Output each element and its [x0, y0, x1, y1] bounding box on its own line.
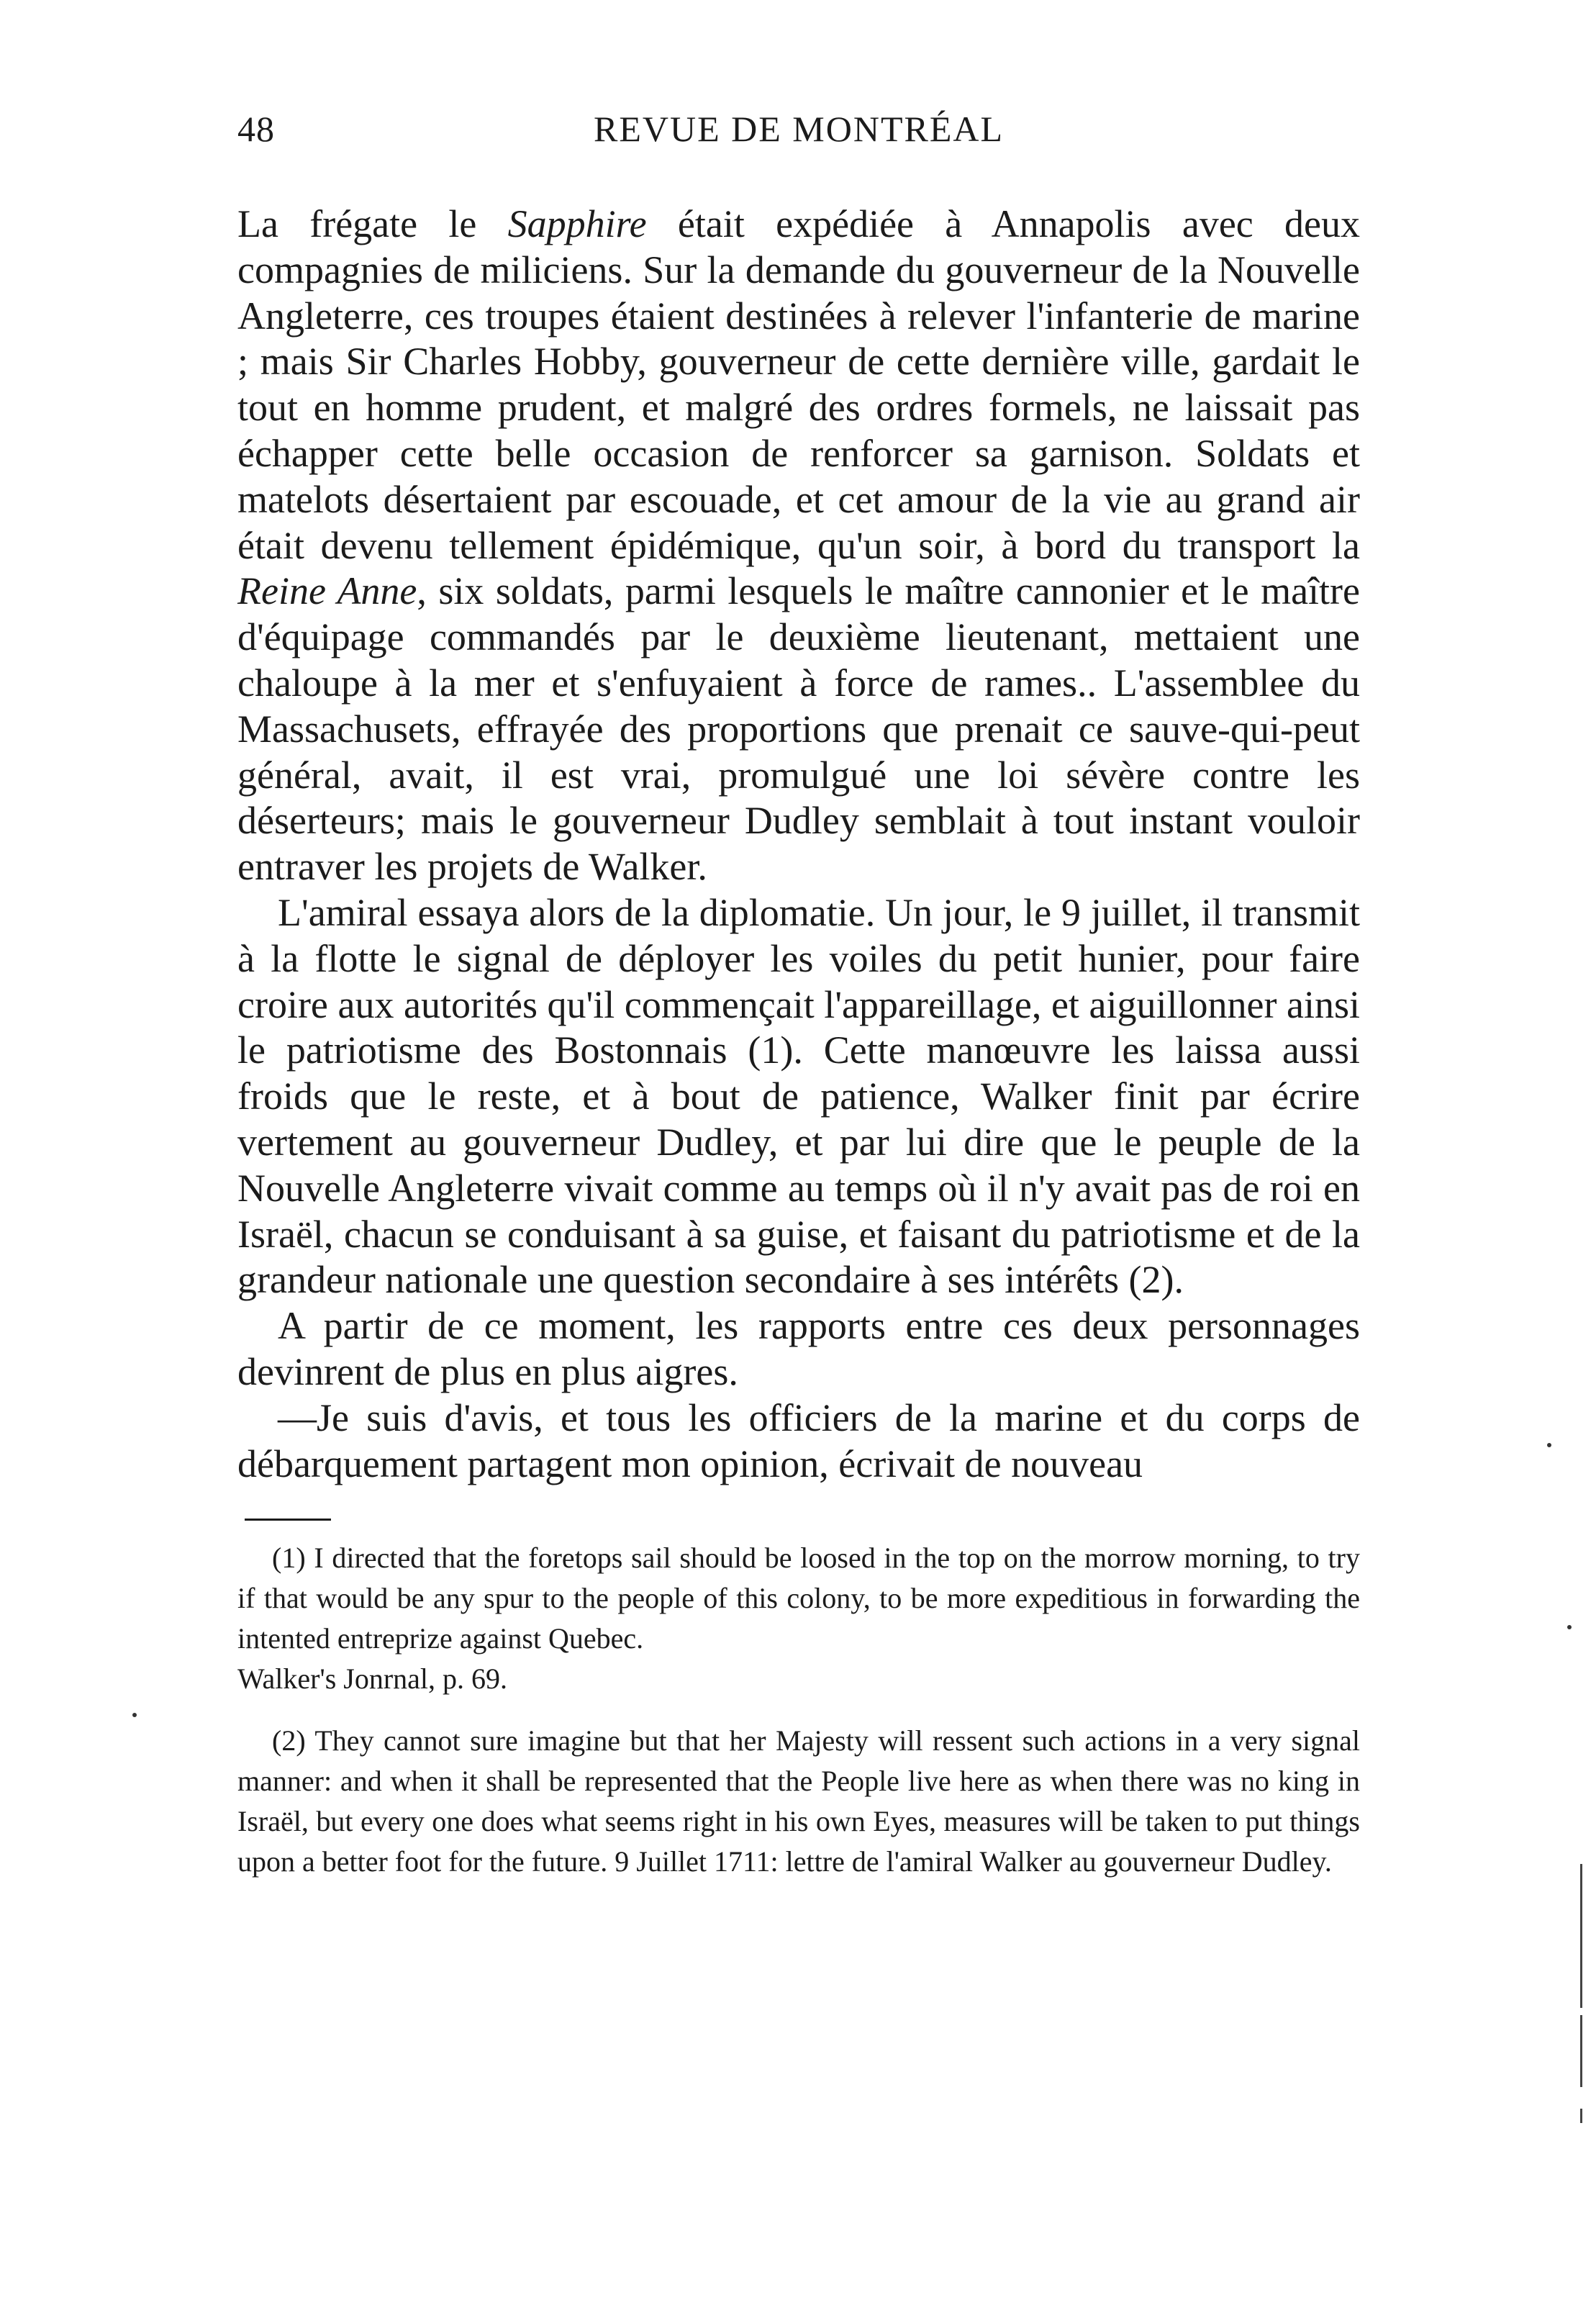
paragraph-1: [237, 202, 1360, 890]
footnotes: [237, 1538, 1360, 1882]
scan-margin-line: [1580, 1864, 1582, 2008]
scan-speck: [132, 1713, 137, 1717]
paragraph-4: —Je suis d'avis, et tous les officiers de la marine et du corps de débarquement partagent mon opinion, écrivait de nouveau: [237, 1395, 1360, 1485]
scan-speck: [1547, 1443, 1551, 1447]
paragraph-1-text-c: , six soldats, parmi lesquels le maître cannonier et le maître d'équipage commandés par le deuxième lieutenant, mettaient une chaloupe à la mer et s'enfuyaient à force de rames.. L'assemblee du Massachusets, effrayée des proportions que prenait ce sauve-qui-peut général, avait, il est vrai, promulgué une loi sévère contre les déserteurs; mais le gouverneur Dudley semblait à tout instant vouloir entraver les projets de Walker.: [237, 569, 1360, 889]
running-head: [237, 108, 1360, 173]
footnote-separator: [245, 1519, 331, 1521]
paragraph-1-text-b: était expédiée à Annapolis avec deux compagnies de miliciens. Sur la demande du gouverneur de la Nouvelle Angleterre, ces troupes étaient destinées à relever l'infanterie de marine ; mais Sir Charles Hobby, gouverneur de cette dernière ville, gardait le tout en homme prudent, et malgré des ordres formels, ne laissait pas échapper cette belle occasion de renforcer sa garnison. Soldats et matelots désertaient par escouade, et cet amour de la vie au grand air était devenu tellement épidémique, qu'un soir, à bord du transport la: [237, 202, 1361, 567]
paragraph-3: A partir de ce moment, les rapports entre ces deux personnages devinrent de plus en plus aigres.: [237, 1304, 1360, 1393]
footnote-1: (1) I directed that the foretops sail should be loosed in the top on the morrow morning, to try if that would be any spur to the people of this colony, to be more expeditious in forwarding the intented entreprize against Quebec.: [237, 1542, 1360, 1655]
journal-title: REVUE DE MONTRÉAL: [593, 109, 1005, 149]
ship-name-reine-anne: Reine Anne: [237, 569, 417, 613]
book-page: [237, 108, 1360, 1882]
ship-name-sapphire: Sapphire: [507, 202, 647, 245]
main-text: [237, 202, 1360, 1487]
paragraph-1-text-a: La frégate le: [237, 202, 508, 245]
scan-margin-line: [1580, 2015, 1582, 2087]
page-number: 48: [237, 109, 275, 149]
footnote-1-source: Walker's Jonrnal, p. 69.: [237, 1662, 508, 1696]
paragraph-2: L'amiral essaya alors de la diplomatie. Un jour, le 9 juillet, il transmit à la flotte le signal de déployer les voiles du petit hunier, pour faire croire aux autorités qu'il commençait l'appareillage, et aiguillonner ainsi le patriotisme des Bostonnais (1). Cette manœuvre les laissa aussi froids que le reste, et à bout de patience, Walker finit par écrire vertement au gouverneur Dudley, et par lui dire que le peuple de la Nouvelle Angleterre vivait comme au temps où il n'y avait pas de roi en Israël, chacun se conduisant à sa guise, et faisant du patriotisme et de la grandeur nationale une question secondaire à ses intérêts (2).: [237, 890, 1360, 1302]
footnote-2: (2) They cannot sure imagine but that her Majesty will ressent such actions in a very signal manner: and when it shall be represented that the People live here as when there was no king in Israël, but every one does what seems right in his own Eyes, measures will be taken to put things upon a better foot for the future. 9 Juillet 1711: lettre de l'amiral Walker au gouverneur Dudley.: [237, 1724, 1360, 1878]
scan-speck: [1567, 1625, 1572, 1629]
scan-margin-line: [1580, 2109, 1582, 2123]
